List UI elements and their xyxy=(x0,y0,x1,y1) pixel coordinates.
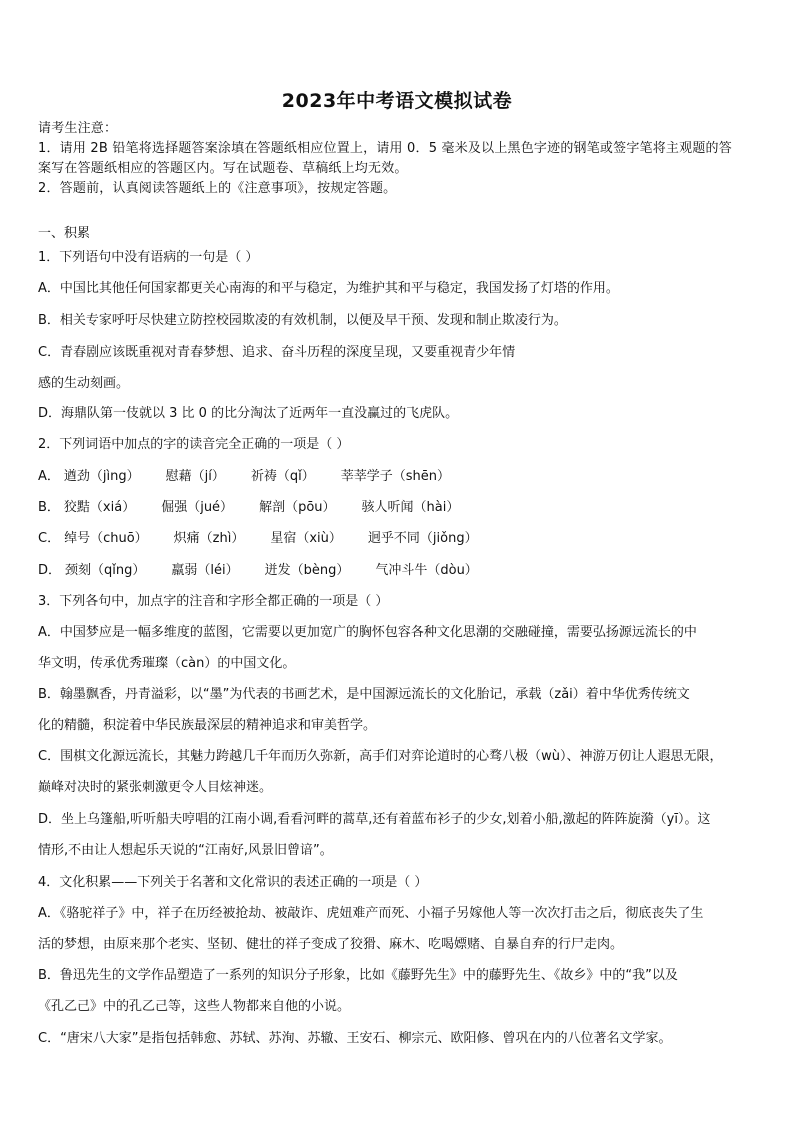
q2-d-word-2: 羸弱（léi） xyxy=(171,563,239,578)
q2-d-label: D． xyxy=(38,563,62,578)
q2-c-word-1: 绰号（chuō） xyxy=(64,531,148,546)
q4-option-a-line1: A．《骆驼祥子》中，祥子在历经被抢劫、被敲诈、虎妞难产而死、小福子另嫁他人等一次次打击之后，彻底丧失了生 xyxy=(38,906,704,921)
q2-d-word-1: 颈刻（qǐng） xyxy=(65,563,146,578)
q1-option-c-line2: 感的生动刻画。 xyxy=(38,376,130,391)
q2-option-b xyxy=(38,499,762,517)
q2-b-word-2: 倔强（jué） xyxy=(161,500,234,515)
q2-c-word-2: 炽痛（zhì） xyxy=(173,531,245,546)
q3-stem: 3．下列各句中，加点字的注音和字形全都正确的一项是（ ） xyxy=(38,594,389,609)
q2-option-a xyxy=(38,468,762,486)
q2-option-c xyxy=(38,530,762,548)
q2-b-word-3: 解剖（pōu） xyxy=(259,500,336,515)
q2-stem: 2．下列词语中加点的字的读音完全正确的一项是（ ） xyxy=(38,437,350,452)
q2-c-label: C． xyxy=(38,531,61,546)
q4-option-b-line2: 《孔乙己》中的孔乙己等，这些人物都来自他的小说。 xyxy=(38,999,351,1014)
page-title: 2023年中考语文模拟试卷 xyxy=(281,90,513,112)
q2-a-word-1: 遒劲（jìng） xyxy=(63,469,140,484)
q4-option-a-line2: 活的梦想，由原来那个老实、坚韧、健壮的祥子变成了狡猾、麻木、吃喝嫖赌、自暴自弃的行尸走肉。 xyxy=(38,937,624,952)
q3-option-c-line2: 巅峰对决时的紧张刺激更令人目炫神迷。 xyxy=(38,780,273,795)
q2-c-word-4: 迥乎不同（jiǒng） xyxy=(367,531,478,546)
q3-option-c-line1: C．围棋文化源远流长，其魅力跨越几千年而历久弥新，高手们对弈论道时的心骛八极（wù）、神游万仞让人遐思无限， xyxy=(38,749,723,764)
q3-option-b-line1: B．翰墨飘香，丹青溢彩，以“墨”为代表的书画艺术，是中国源远流长的文化胎记，承载（zǎi）着中华优秀传统文 xyxy=(38,687,690,702)
section-heading: 一、积累 xyxy=(38,226,91,241)
q3-option-d-line1: D．坐上乌篷船,听听船夫哼唱的江南小调,看看河畔的蒿草,还有着蓝布衫子的少女,划着小船,激起的阵阵旋漪（yī）。这 xyxy=(38,812,711,827)
q2-d-word-3: 迸发（bèng） xyxy=(264,563,350,578)
q1-option-b: B．相关专家呼吁尽快建立防控校园欺凌的有效机制，以便及早干预、发现和制止欺凌行为。 xyxy=(38,313,567,328)
q1-option-d: D．海鼎队第一伎就以 3 比 0 的比分淘汰了近两年一直没赢过的飞虎队。 xyxy=(38,406,459,421)
q2-a-word-2: 慰藉（jí） xyxy=(165,469,225,484)
q2-b-label: B． xyxy=(38,500,60,515)
q2-d-word-4: 气冲斗牛（dòu） xyxy=(375,563,478,578)
q2-b-word-1: 狡黠（xiá） xyxy=(63,500,136,515)
q4-option-b-line1: B．鲁迅先生的文学作品塑造了一系列的知识分子形象，比如《藤野先生》中的藤野先生、《故乡》中的“我”以及 xyxy=(38,968,678,983)
q2-a-label: A． xyxy=(38,469,60,484)
q3-option-d-line2: 情形,不由让人想起乐天说的“江南好,风景旧曾谙”。 xyxy=(38,843,333,858)
notice-line-2: 案写在答题纸相应的答题区内。写在试题卷、草稿纸上均无效。 xyxy=(38,161,408,176)
q2-option-d xyxy=(38,562,762,580)
q4-option-c: C．“唐宋八大家”是指包括韩愈、苏轼、苏洵、苏辙、王安石、柳宗元、欧阳修、曾巩在内的八位著名文学家。 xyxy=(38,1031,672,1046)
q4-stem: 4．文化积累——下列关于名著和文化常识的表述正确的一项是（ ） xyxy=(38,875,428,890)
notice-heading: 请考生注意： xyxy=(38,121,118,136)
q1-option-a: A．中国比其他任何国家都更关心南海的和平与稳定，为维护其和平与稳定，我国发扬了灯塔的作用。 xyxy=(38,281,619,296)
notice-line-1: 1．请用 2B 铅笔将选择题答案涂填在答题纸相应位置上，请用 0．5 毫米及以上黑色字迹的钢笔或签字笔将主观题的答 xyxy=(38,141,732,156)
q1-stem: 1．下列语句中没有语病的一句是（ ） xyxy=(38,250,259,265)
q1-option-c-line1: C．青春剧应该既重视对青春梦想、追求、奋斗历程的深度呈现，又要重视青少年情 xyxy=(38,345,516,360)
q2-a-word-3: 祈祷（qǐ） xyxy=(250,469,315,484)
q2-a-word-4: 莘莘学子（shēn） xyxy=(340,469,450,484)
q3-option-b-line2: 化的精髓，积淀着中华民族最深层的精神追求和审美哲学。 xyxy=(38,718,377,733)
q2-c-word-3: 星宿（xiù） xyxy=(270,531,342,546)
q2-b-word-4: 骇人听闻（hài） xyxy=(361,500,460,515)
q3-option-a-line1: A．中国梦应是一幅多维度的蓝图，它需要以更加宽广的胸怀包容各种文化思潮的交融碰撞，需要弘扬源远流长的中 xyxy=(38,625,697,640)
notice-line-3: 2．答题前，认真阅读答题纸上的《注意事项》，按规定答题。 xyxy=(38,181,397,196)
q3-option-a-line2: 华文明，传承优秀璀璨（càn）的中国文化。 xyxy=(38,656,296,671)
